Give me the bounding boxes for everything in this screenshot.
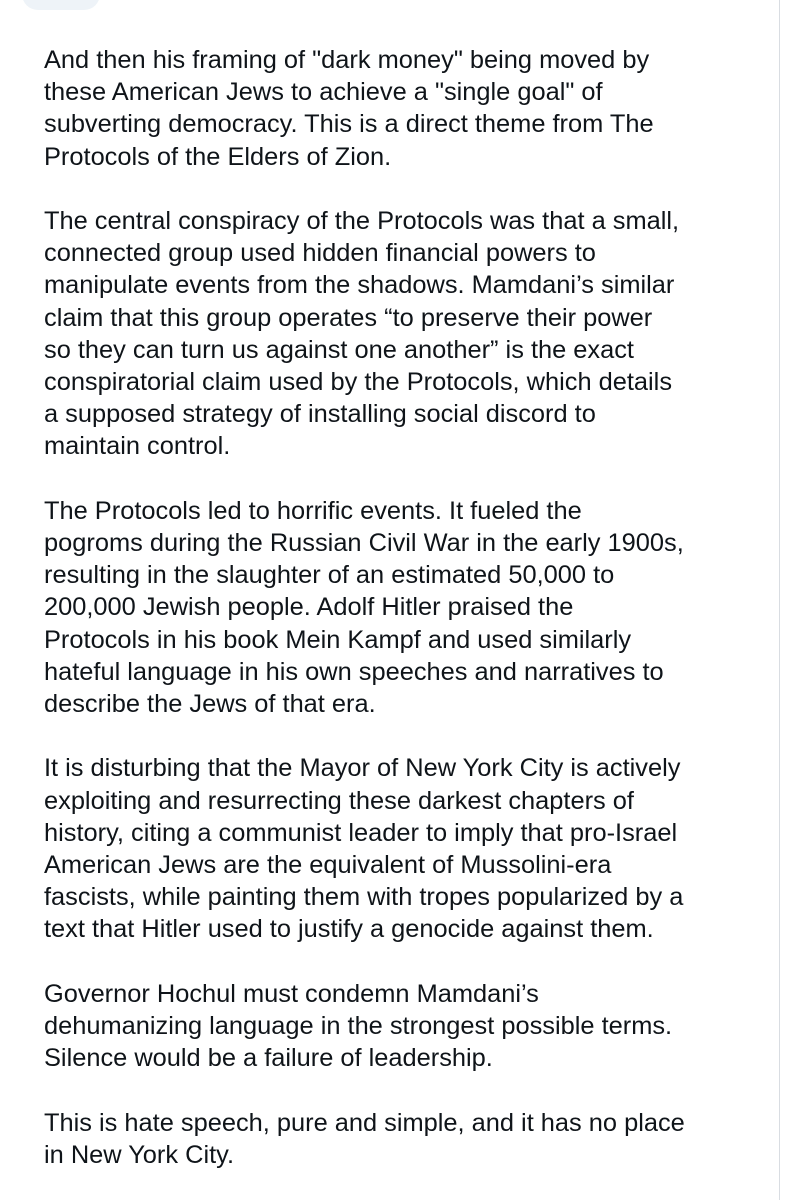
paragraph-hate-speech: This is hate speech, pure and simple, and it has no place in New York City. — [44, 1108, 685, 1169]
paragraph-dark-money: And then his framing of "dark money" being moved by these American Jews to achieve a "single goal" of subverting democracy. This is a direct theme from The Protocols of the Elders of Zion. — [44, 46, 654, 171]
post-text-body — [44, 44, 769, 1171]
right-divider — [779, 0, 780, 1200]
paragraph-central-conspiracy: The central conspiracy of the Protocols was that a small, connected group used hidden financial powers to manipulate events from the shadows. Mamdani’s similar claim that this group operates “to preserve their power so they can turn us against one another” is the exact conspiratorial claim used by the Protocols, which details a supposed strategy of installing social discord to maintain control. — [44, 207, 680, 461]
paragraph-governor-hochul: Governor Hochul must condemn Mamdani’s dehumanizing language in the strongest possible terms. Silence would be a failure of leadership. — [44, 979, 673, 1073]
top-tab-edge — [22, 0, 100, 10]
paragraph-mayor-exploiting: It is disturbing that the Mayor of New York City is actively exploiting and resurrecting these darkest chapters of history, citing a communist leader to imply that pro-Israel American Jews are the equivalent of Mussolini-era fascists, while painting them with tropes popularized by a text that Hitler used to justify a genocide against them. — [44, 754, 684, 944]
paragraph-horrific-events: The Protocols led to horrific events. It fueled the pogroms during the Russian Civil War in the early 1900s, resulting in the slaughter of an estimated 50,000 to 200,000 Jewish people. Adolf Hitler praised the Protocols in his book Mein Kampf and used similarly hateful language in his own speeches and narratives to describe the Jews of that era. — [44, 496, 684, 719]
